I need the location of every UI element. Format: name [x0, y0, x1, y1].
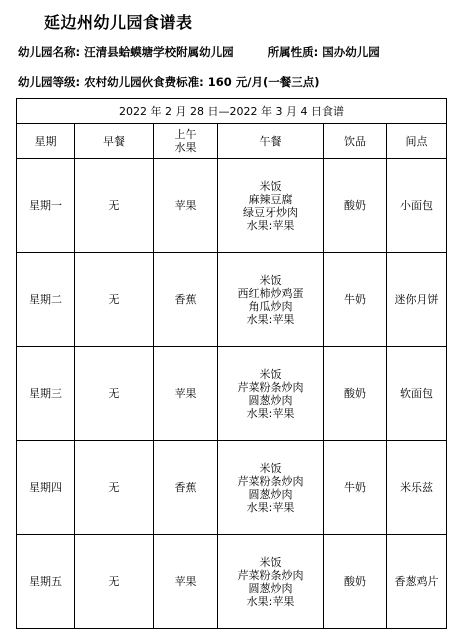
school-grade-value: 农村幼儿园伙食费标准: [84, 75, 204, 89]
header-row [17, 124, 447, 159]
day-cell: 星期五 [17, 535, 75, 629]
header-day: 星期 [17, 124, 75, 159]
day-cell: 星期二 [17, 253, 75, 347]
lunch-item: 水果:苹果 [246, 218, 295, 232]
lunch-item: 圆葱炒肉 [248, 487, 293, 501]
drink-cell: 酸奶 [324, 159, 387, 253]
school-grade-line [18, 74, 319, 90]
lunch-item: 圆葱炒肉 [248, 581, 293, 595]
school-nature-label: 所属性质: [267, 45, 319, 59]
school-info-line [18, 44, 380, 60]
document-title: 延边州幼儿园食谱表 [44, 13, 193, 32]
fruit-cell: 香蕉 [154, 253, 218, 347]
lunch-item: 芹菜粉条炒肉 [237, 474, 304, 488]
table-row [17, 441, 447, 535]
lunch-item: 水果:苹果 [246, 594, 295, 608]
table-row [17, 159, 447, 253]
lunch-item: 西红柿炒鸡蛋 [237, 286, 304, 300]
drink-cell: 牛奶 [324, 441, 387, 535]
header-fruit-line2: 水果 [174, 141, 197, 154]
header-drink: 饮品 [324, 124, 387, 159]
snack-cell: 米乐兹 [387, 441, 447, 535]
lunch-cell [218, 441, 324, 535]
fruit-cell: 香蕉 [154, 441, 218, 535]
table-row [17, 347, 447, 441]
breakfast-cell: 无 [75, 159, 154, 253]
breakfast-cell: 无 [75, 535, 154, 629]
breakfast-cell: 无 [75, 441, 154, 535]
breakfast-cell: 无 [75, 347, 154, 441]
lunch-item: 芹菜粉条炒肉 [237, 568, 304, 582]
header-breakfast: 早餐 [75, 124, 154, 159]
school-name-label: 幼儿园名称: [18, 45, 81, 59]
fruit-cell: 苹果 [154, 159, 218, 253]
lunch-item: 米饭 [259, 367, 282, 381]
lunch-item: 米饭 [259, 555, 282, 569]
lunch-cell [218, 159, 324, 253]
lunch-item: 米饭 [259, 273, 282, 287]
lunch-cell [218, 253, 324, 347]
lunch-item: 水果:苹果 [246, 312, 295, 326]
snack-cell: 迷你月饼 [387, 253, 447, 347]
school-name-value: 汪清县蛤蟆塘学校附属幼儿园 [84, 45, 234, 59]
school-nature-value: 国办幼儿园 [322, 45, 380, 59]
lunch-item: 角瓜炒肉 [248, 299, 293, 313]
lunch-cell [218, 535, 324, 629]
day-cell: 星期四 [17, 441, 75, 535]
snack-cell: 软面包 [387, 347, 447, 441]
snack-cell: 香葱鸡片 [387, 535, 447, 629]
drink-cell: 酸奶 [324, 535, 387, 629]
fruit-cell: 苹果 [154, 535, 218, 629]
lunch-item: 绿豆牙炒肉 [243, 205, 298, 219]
header-fruit-line1: 上午 [174, 128, 197, 141]
period-row [17, 99, 447, 124]
lunch-item: 麻辣豆腐 [248, 192, 293, 206]
lunch-item: 芹菜粉条炒肉 [237, 380, 304, 394]
table-row [17, 253, 447, 347]
header-morning-fruit [154, 124, 218, 159]
table-row [17, 535, 447, 629]
lunch-item: 米饭 [259, 461, 282, 475]
drink-cell: 酸奶 [324, 347, 387, 441]
header-snack: 间点 [387, 124, 447, 159]
lunch-cell [218, 347, 324, 441]
fruit-cell: 苹果 [154, 347, 218, 441]
day-cell: 星期三 [17, 347, 75, 441]
school-grade-label: 幼儿园等级: [18, 75, 81, 89]
snack-cell: 小面包 [387, 159, 447, 253]
day-cell: 星期一 [17, 159, 75, 253]
menu-period: 2022 年 2 月 28 日—2022 年 3 月 4 日食谱 [17, 99, 447, 124]
drink-cell: 牛奶 [324, 253, 387, 347]
lunch-item: 米饭 [259, 179, 282, 193]
weekly-menu-table [16, 98, 447, 629]
lunch-item: 圆葱炒肉 [248, 393, 293, 407]
lunch-item: 水果:苹果 [246, 406, 295, 420]
breakfast-cell: 无 [75, 253, 154, 347]
lunch-item: 水果:苹果 [246, 500, 295, 514]
header-lunch: 午餐 [218, 124, 324, 159]
fee-standard-value: 160 元/月(一餐三点) [207, 75, 320, 89]
